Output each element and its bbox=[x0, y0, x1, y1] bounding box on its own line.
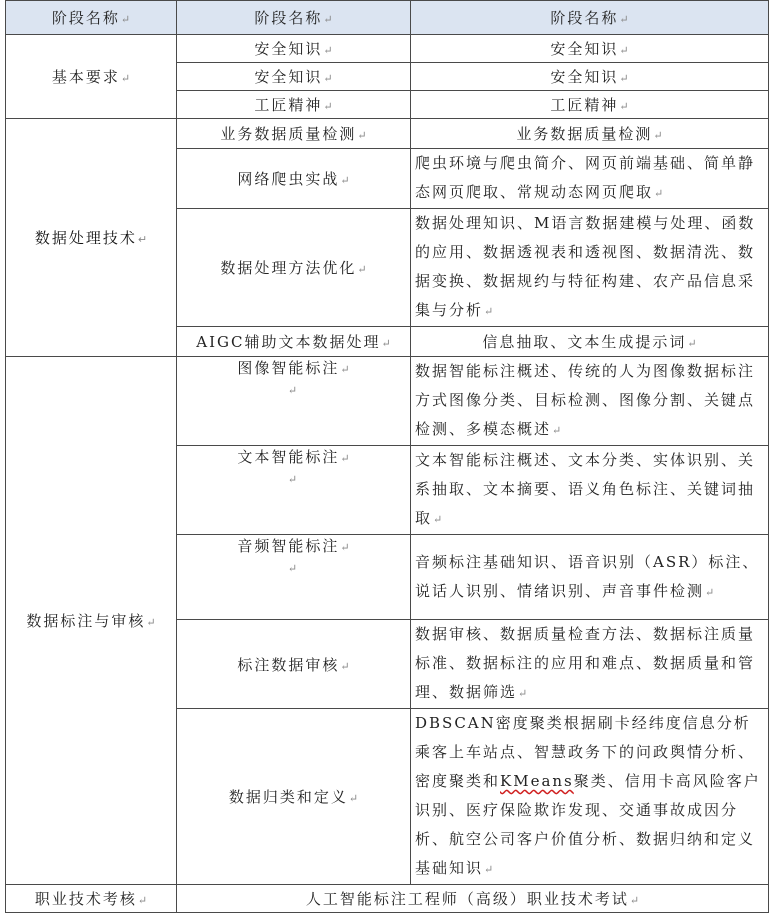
item-name-cell: AIGC辅助文本数据处理↵ bbox=[177, 327, 411, 357]
header-row bbox=[6, 1, 769, 35]
exam-content-cell: 人工智能标注工程师（高级）职业技术考试↵ bbox=[177, 885, 769, 913]
item-name-cell: 标注数据审核↵ bbox=[177, 620, 411, 709]
item-name-cell: 安全知识↵ bbox=[177, 63, 411, 91]
item-name-cell: 工匠精神↵ bbox=[177, 91, 411, 119]
curriculum-table bbox=[5, 0, 769, 913]
item-content-cell: 安全知识↵ bbox=[411, 63, 769, 91]
item-name-cell: 安全知识↵ bbox=[177, 35, 411, 63]
item-name-cell: 文本智能标注↵ ↵ bbox=[177, 446, 411, 535]
header-cell: 阶段名称↵ bbox=[411, 1, 769, 35]
table-row bbox=[6, 357, 769, 446]
item-content-cell: 爬虫环境与爬虫简介、网页前端基础、简单静态网页爬取、常规动态网页爬取↵ bbox=[411, 149, 769, 209]
spellcheck-word: KMeans bbox=[500, 772, 574, 790]
group-cell: 数据处理技术↵ bbox=[6, 119, 177, 357]
header-cell: 阶段名称↵ bbox=[6, 1, 177, 35]
item-content-cell: 工匠精神↵ bbox=[411, 91, 769, 119]
item-content-cell: 信息抽取、文本生成提示词↵ bbox=[411, 327, 769, 357]
item-name-cell: 数据处理方法优化↵ bbox=[177, 209, 411, 327]
table-row bbox=[6, 885, 769, 913]
item-name-cell: 业务数据质量检测↵ bbox=[177, 119, 411, 149]
item-content-cell: 数据处理知识、M语言数据建模与处理、函数的应用、数据透视表和透视图、数据清洗、数据变换、数据规约与特征构建、农产品信息采集与分析↵ bbox=[411, 209, 769, 327]
group-cell: 基本要求↵ bbox=[6, 35, 177, 119]
header-cell: 阶段名称↵ bbox=[177, 1, 411, 35]
group-cell: 职业技术考核↵ bbox=[6, 885, 177, 913]
table-row bbox=[6, 35, 769, 63]
item-name-cell: 图像智能标注↵ ↵ bbox=[177, 357, 411, 446]
item-content-cell: 数据智能标注概述、传统的人为图像数据标注方式图像分类、目标检测、图像分割、关键点检测、多模态概述↵ bbox=[411, 357, 769, 446]
item-content-cell: 音频标注基础知识、语音识别（ASR）标注、说话人识别、情绪识别、声音事件检测↵ bbox=[411, 535, 769, 620]
item-content-cell: 安全知识↵ bbox=[411, 35, 769, 63]
item-content-cell: 数据审核、数据质量检查方法、数据标注质量标准、数据标注的应用和难点、数据质量和管理、数据筛选↵ bbox=[411, 620, 769, 709]
item-content-cell: 文本智能标注概述、文本分类、实体识别、关系抽取、文本摘要、语义角色标注、关键词抽取↵ bbox=[411, 446, 769, 535]
item-name-cell: 数据归类和定义↵ bbox=[177, 709, 411, 885]
table-row bbox=[6, 119, 769, 149]
item-content-cell: 业务数据质量检测↵ bbox=[411, 119, 769, 149]
item-name-cell: 网络爬虫实战↵ bbox=[177, 149, 411, 209]
item-name-cell: 音频智能标注↵ ↵ bbox=[177, 535, 411, 620]
group-cell: 数据标注与审核↵ bbox=[6, 357, 177, 885]
item-content-cell: DBSCAN密度聚类根据刷卡经纬度信息分析乘客上车站点、智慧政务下的问政舆情分析、密度聚类和KMeans聚类、信用卡高风险客户识别、医疗保险欺诈发现、交通事故成因分析、航空公司客户价值分析、数据归纳和定义基础知识↵ bbox=[411, 709, 769, 885]
